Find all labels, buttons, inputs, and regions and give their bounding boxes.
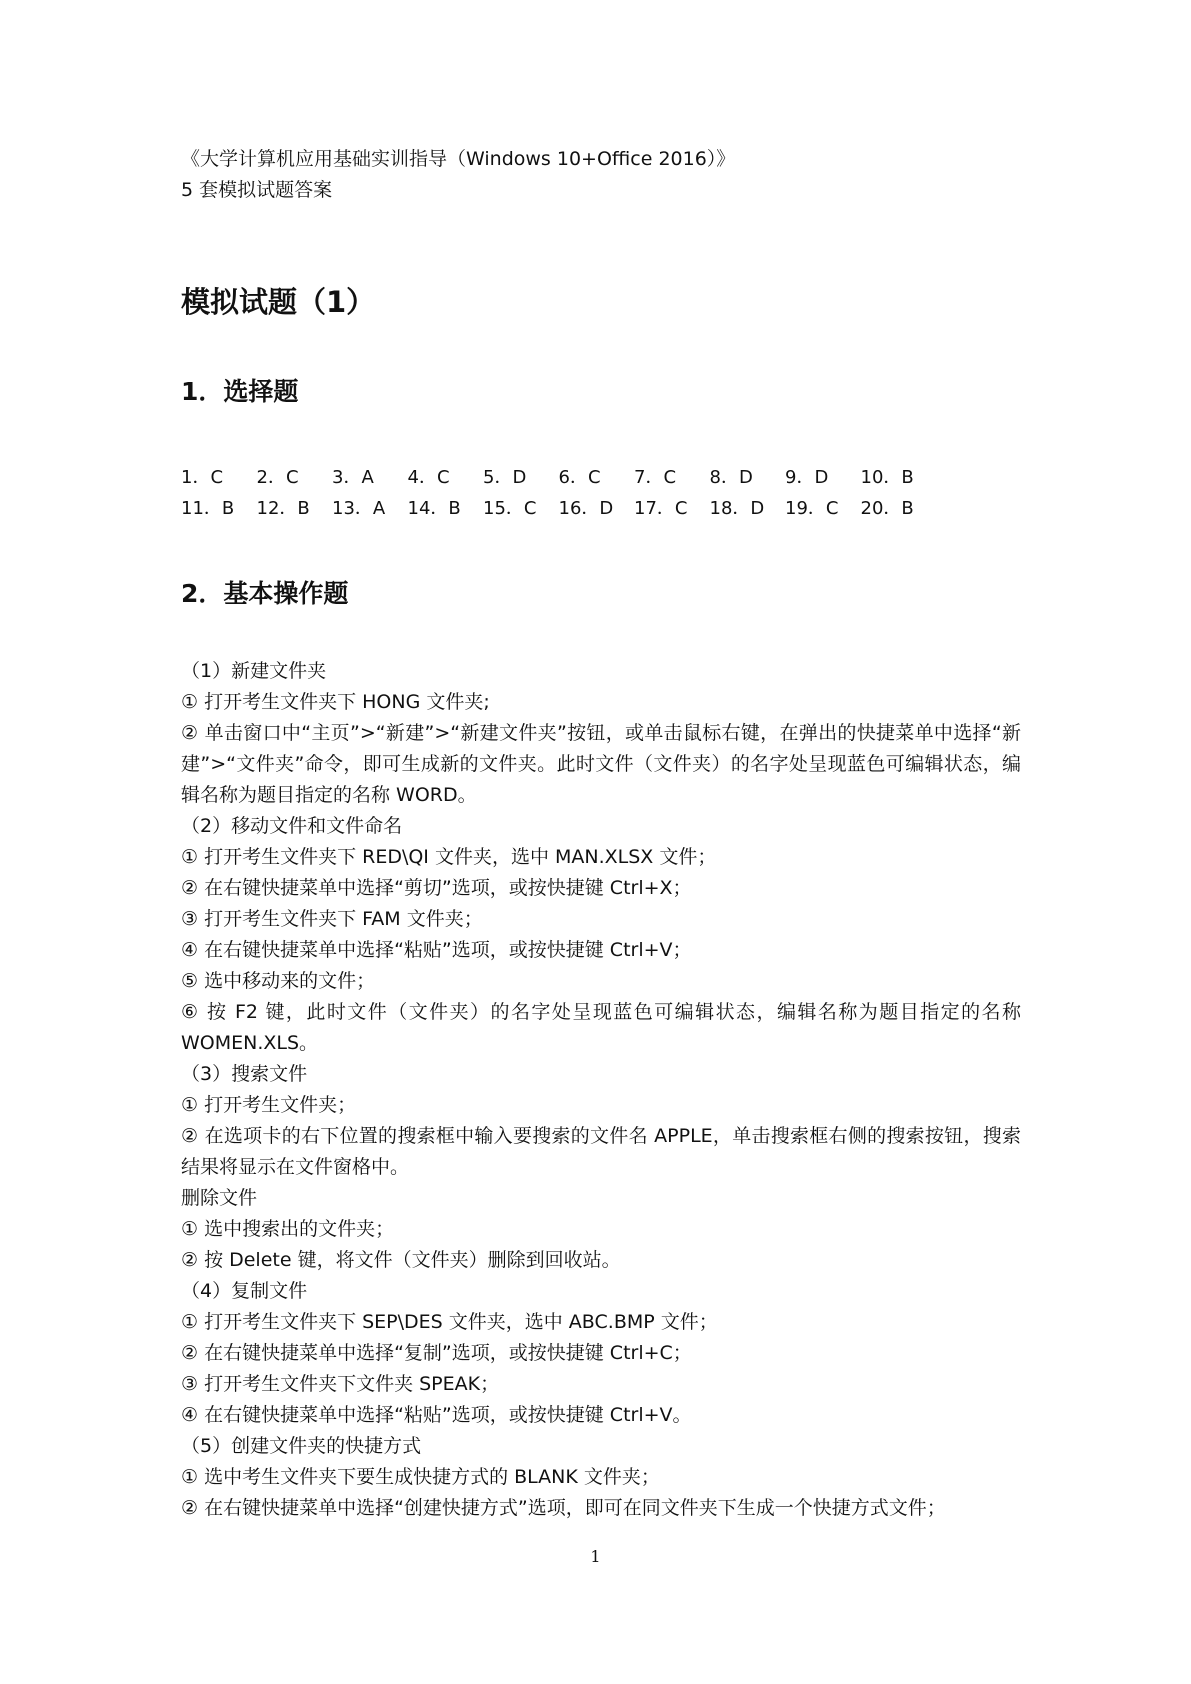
step-line: ② 在右键快捷菜单中选择“创建快捷方式”选项，即可在同文件夹下生成一个快捷方式文件； (181, 1497, 946, 1519)
choice-answers (181, 462, 1021, 524)
page-number: 1 (590, 1547, 601, 1566)
step-line: ① 打开考生文件夹下 HONG 文件夹; (181, 691, 490, 713)
answer-item: 3．A (332, 467, 374, 488)
step-line: ② 在右键快捷菜单中选择“剪切”选项，或按快捷键 Ctrl+X； (181, 877, 692, 899)
choice-heading: 1．选择题 (181, 377, 299, 406)
answer-item: 4．C (407, 467, 450, 488)
step-line: ③ 打开考生文件夹下文件夹 SPEAK； (181, 1373, 500, 1395)
answer-item: 7．C (634, 467, 677, 488)
answer-item: 20．B (860, 498, 914, 519)
step-line: ② 在选项卡的右下位置的搜索框中输入要搜索的文件名 APPLE，单击搜索框右侧的搜索按钮，搜索结果将显示在文件窗格中。 (181, 1125, 1021, 1178)
document-subtitle: 5 套模拟试题答案 (181, 179, 333, 201)
subsection-heading: （5）创建文件夹的快捷方式 (181, 1435, 422, 1457)
step-line: ⑤ 选中移动来的文件； (181, 970, 376, 992)
answer-item: 8．D (709, 467, 753, 488)
page-content (181, 144, 1021, 1524)
step-line: ④ 在右键快捷菜单中选择“粘贴”选项，或按快捷键 Ctrl+V。 (181, 1404, 692, 1426)
answer-item: 16．D (558, 498, 614, 519)
answer-row-1 (181, 462, 1021, 493)
step-line: ② 按 Delete 键，将文件（文件夹）删除到回收站。 (181, 1249, 621, 1271)
basic-ops-body (181, 656, 1021, 1524)
answer-item: 9．D (785, 467, 829, 488)
step-line: ① 打开考生文件夹； (181, 1094, 357, 1116)
step-line: ① 选中考生文件夹下要生成快捷方式的 BLANK 文件夹； (181, 1466, 660, 1488)
answer-item: 6．C (558, 467, 601, 488)
subsection-heading: 删除文件 (181, 1187, 258, 1209)
step-line: ④ 在右键快捷菜单中选择“粘贴”选项，或按快捷键 Ctrl+V； (181, 939, 692, 961)
answer-item: 12．B (256, 498, 310, 519)
answer-item: 19．C (785, 498, 839, 519)
answer-item: 18．D (709, 498, 765, 519)
answer-item: 14．B (407, 498, 461, 519)
basic-ops-heading: 2．基本操作题 (181, 579, 349, 608)
answer-item: 2．C (256, 467, 299, 488)
step-line: ⑥ 按 F2 键，此时文件（文件夹）的名字处呈现蓝色可编辑状态，编辑名称为题目指定的名称 WOMEN.XLS。 (181, 1001, 1021, 1054)
subsection-heading: （2）移动文件和文件命名 (181, 815, 403, 837)
subsection-heading: （1）新建文件夹 (181, 660, 327, 682)
step-line: ② 单击窗口中“主页”>“新建”>“新建文件夹”按钮，或单击鼠标右键，在弹出的快捷菜单中选择“新建”>“文件夹”命令，即可生成新的文件夹。此时文件（文件夹）的名字处呈现蓝色可编辑状态，编辑名称为题目指定的名称 WORD。 (181, 722, 1021, 806)
answer-item: 17．C (634, 498, 688, 519)
answer-item: 5．D (483, 467, 527, 488)
answer-item: 11．B (181, 498, 235, 519)
answer-item: 10．B (860, 467, 914, 488)
step-line: ② 在右键快捷菜单中选择“复制”选项，或按快捷键 Ctrl+C； (181, 1342, 692, 1364)
step-line: ① 选中搜索出的文件夹； (181, 1218, 395, 1240)
subsection-heading: （3）搜索文件 (181, 1063, 308, 1085)
answer-row-2 (181, 493, 1021, 524)
book-title: 《大学计算机应用基础实训指导（Windows 10+Office 2016）》 (181, 148, 736, 170)
step-line: ① 打开考生文件夹下 RED\QI 文件夹，选中 MAN.XLSX 文件； (181, 846, 717, 868)
answer-item: 1．C (181, 467, 224, 488)
answer-item: 13．A (332, 498, 386, 519)
answer-item: 15．C (483, 498, 537, 519)
step-line: ① 打开考生文件夹下 SEP\DES 文件夹，选中 ABC.BMP 文件； (181, 1311, 718, 1333)
section-title: 模拟试题（1） (181, 285, 376, 319)
subsection-heading: （4）复制文件 (181, 1280, 308, 1302)
step-line: ③ 打开考生文件夹下 FAM 文件夹； (181, 908, 483, 930)
